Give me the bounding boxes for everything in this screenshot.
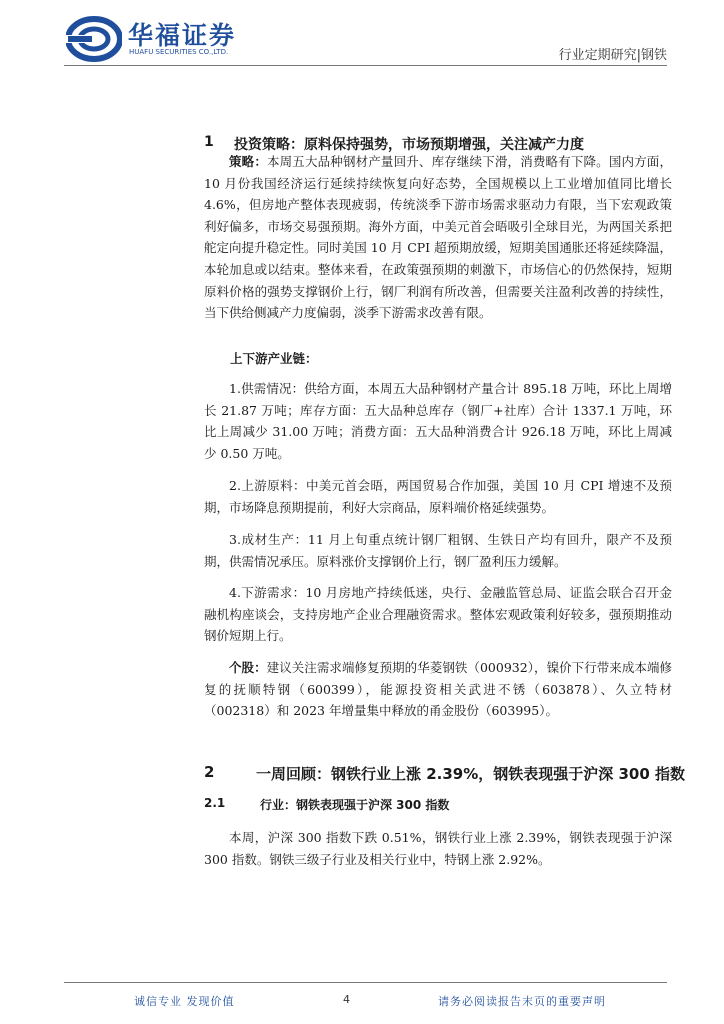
strategy-text: 本周五大品种钢材产量回升、库存继续下滑，消费略有下降。国内方面，10 月份我国经济运行延续持续恢复向好态势，全国规模以上工业增加值同比增长 4.6%，但房地产整体表现疲弱，传统淡季下游市场需求驱动力有限，当下宏观政策利好偏多，市场交易强预期。海外方面，中美元首会晤吸引全球目光，为两国关系把舵定向提升稳定性。同时美国 10 月 CPI 超预期放缓，短期美国通胀还将延续降温，本轮加息或以结束。整体来看，在政策强预期的刺激下，市场信心的仍然保持，短期原料价格的强势支撑钢价上行，钢厂利润有所改善，但需要关注盈利改善的持续性，当下供给侧减产力度偏弱，淡季下游需求改善有限。 <box>204 154 672 321</box>
section-number: 2 <box>204 763 215 781</box>
section-title: 一周回顾：钢铁行业上涨 2.39%，钢铁表现强于沪深 300 指数 <box>256 765 686 783</box>
upstream-paragraph: 2.上游原料：中美元首会晤，两国贸易合作加强，美国 10 月 CPI 增速不及预期，市场降息预期提前，利好大宗商品，原料端价格延续强势。 <box>204 478 672 515</box>
page-number: 4 <box>343 993 350 1006</box>
footer-disclaimer: 请务必阅读报告末页的重要声明 <box>438 995 606 1008</box>
production-paragraph: 3.成材生产：11 月上旬重点统计钢厂粗钢、生铁日产均有回升，限产不及预期，供需情况承压。原料涨价支撑钢价上行，钢厂盈利压力缓解。 <box>204 532 672 569</box>
logo-text-en: HUAFU SECURITIES CO.,LTD. <box>129 48 229 56</box>
strategy-paragraph <box>204 151 672 324</box>
strategy-label: 策略： <box>229 154 267 169</box>
header-divider <box>64 65 667 66</box>
chain-label: 上下游产业链： <box>230 351 318 366</box>
stocks-label: 个股： <box>229 660 267 675</box>
report-type-label: 行业定期研究|钢铁 <box>558 48 667 63</box>
footer-divider <box>64 982 667 983</box>
section-title: 投资策略：原料保持强势，市场预期增强，关注减产力度 <box>234 137 584 153</box>
stocks-text: 建议关注需求端修复预期的华菱钢铁（000932），镍价下行带来成本端修复的抚顺特钢（600399），能源投资相关武进不锈（603878）、久立特材（002318）和 2023 年增量集中释放的甬金股份（603995）。 <box>204 660 672 719</box>
section-number: 1 <box>204 134 214 150</box>
subsection-title: 行业：钢铁表现强于沪深 300 指数 <box>260 798 450 812</box>
supply-demand-paragraph: 1.供需情况：供给方面，本周五大品种钢材产量合计 895.18 万吨，环比上周增长 21.87 万吨；库存方面：五大品种总库存（钢厂+社库）合计 1337.1 万吨，环比上周减少 31.00 万吨；消费方面：五大品种消费合计 926.18 万吨，环比上周减少 0.50 万吨。 <box>204 381 672 461</box>
footer-slogan: 诚信专业 发现价值 <box>134 995 235 1008</box>
logo-text-cn: 华福证券 <box>128 21 237 50</box>
weekly-review-paragraph: 本周，沪深 300 指数下跌 0.51%，钢铁行业上涨 2.39%，钢铁表现强于沪深 300 指数。钢铁三级子行业及相关行业中，特钢上涨 2.92%。 <box>204 830 672 867</box>
subsection-number: 2.1 <box>204 796 226 810</box>
stocks-paragraph <box>204 657 672 722</box>
downstream-paragraph: 4.下游需求：10 月房地产持续低迷，央行、金融监管总局、证监会联合召开金融机构座谈会，支持房地产企业合理融资需求。整体宏观政策利好较多，强预期推动钢价短期上行。 <box>204 585 672 644</box>
logo-swirl-icon <box>66 14 122 64</box>
company-logo <box>66 14 256 64</box>
